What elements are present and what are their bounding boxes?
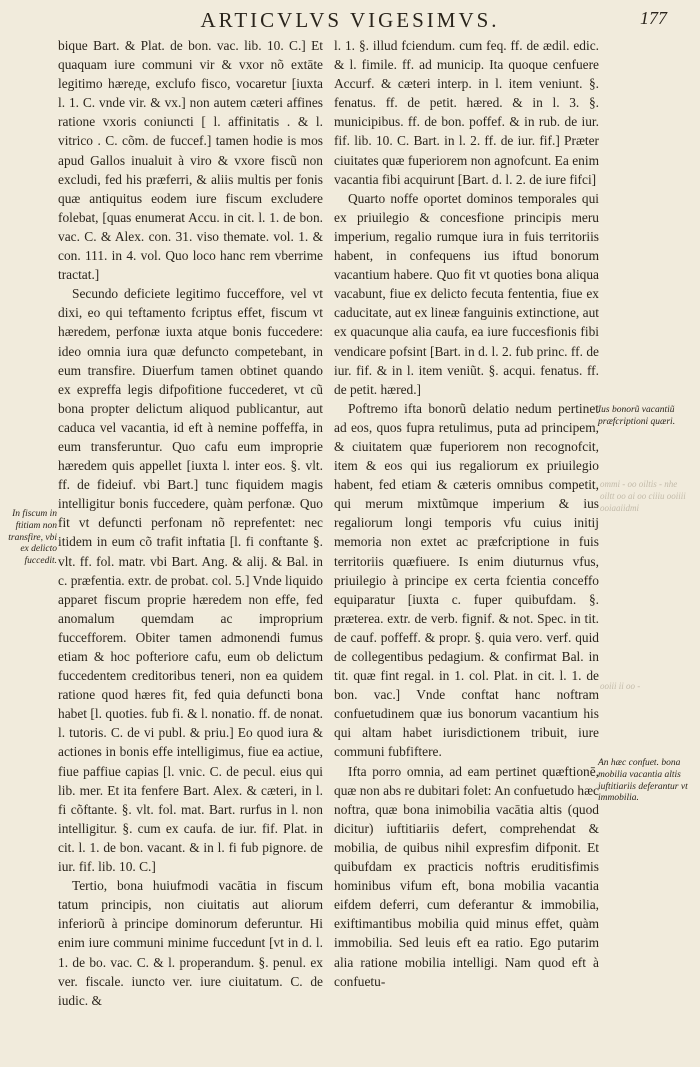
bleed-through-text: ommi - oo oiltis - nhe oiltt oo ai oo ciiiu ooiiii ooiaaiidmi <box>600 479 686 513</box>
paragraph: Tertio, bona huiufmodi vacātia in fiscum tatum principis, non ciuitatis aut aliorum inferiorũ à principe dominorum deferuntur. Hi enim iure communi minime fuccedunt [vt in d. l. 1. de bo. vac. C. & l. properandum. §. penul. ex ver. fiscale. iuncto ver. iure ciuitatum. C. de iudic. & <box>58 878 323 1008</box>
paragraph: l. 1. §. illud fciendum. cum feq. ff. de ædil. edic. & l. fimile. ff. ad municip. Ita quoque cenfuere Accurf. & cæteri interp. in l. item veniunt. §. fenatus. ff. de petit. hæred. & in l. 3. §. municipibus. ff. de bon. poffef. & in rub. de iur. fif. lib. 10. C. Bart. in l. 2. ff. de iur. fif.] Præter ciuitates quæ fuperiorem non agnofcunt. Ea enim vacantia fibi acquirunt [Bart. d. l. 2. de iure fifci] <box>334 38 599 187</box>
paragraph: Poftremo ifta bonorũ delatio nedum pertinet ad eos, quos fupra retulimus, puta ad principem, & ciuitatem quæ fuperiorem non recognofcit, item & eos qui ius regaliorum ex priuilegio habent, fed etiam & cæteris omnibus competit, qui merum mixtũmque imperium & ius regaliorum longi temporis vfu cuius initij memoria non extet ac præfcriptione in fuis territoriis quæfiuere. Is enim diuturnus vfus, priuilegio à principe ex certa fcientia conceffo equiparatur [iuxta c. fuper quibufdam. §. præterea. extr. de verb. fignif. & not. Spec. in tit. de cauf. poffeff. & propr. §. quia vero. verf. quid de collegentibus pedagium. & confirmat Bal. in tit. quæ fint regal. in 1. col. Plat. in cit. l. 1. de bon. vac.] Vnde conftat hanc noftram confuetudinem quæ ius bonorum vacantium his qui altam habet iurisdictionem tribuit, iure communi fubfiftere. <box>334 400 599 760</box>
paragraph: Secundo deficiete legitimo fucceffore, vel vt dixi, eo qui teftamento fcriptus effet, fiscum vt hæredem, perfonæ iuxta atque bonis fuccedere: ideo omnia iura quæ defuncto competebant, in eum transfire. Diuerfum tamen obtinet quando ex expreffa legis difpofitione fuccederet, vt cũ bona propter delictum aliquod publicantur, aut caduca vel vacantia, id eft à nemine poffeffa, in eum transferuntur. Quo cafu eum improprie hæredem quis appellet [iuxta l. inter eos. §. vlt. ff. de fideiuf. vbi Bart.] tunc fiquidem magis intelligitur bonis fuccedere, quàm perfonæ. Quo fit vt defuncti perfonam nõ reprefentet: nec itidem in eum cõ trafit inftatia [l. fi conftante §. vlt. ff. fol. matr. vbi Bart. Ang. & alij. & Bal. in c. præfentia. extr. de probat. col. 5.] Vnde liquido apparet fiscum proprie hæredem non effe, fed anomalum quemdam ac improprium fuccefforem. Obiter tamen admonendi fumus etiam & hoc pofteriore cafu, eum ob delictum fuccedentem creditoribus teneri, non ea quidem ratione quod hæres fit, fed quia defuncti bona habet [l. quoties. fub fi. & l. nonatio. ff. de nonat. l. tutoris. C. de vi publ. & priu.] Eo quod iura & actiones in bonis effe intelligimus, fiue ea actiue, fiue paffiue capias [l. vnic. C. de pecul. eius qui lib. mer. Et ita fenfere Bart. Alex. & cæteri, in l. fi cõftante. §. vlt. fol. mat. Bart. rurfus in l. non intelligitur. §. cum ex caufa. de iur. fif. Plat. in cit. l. 1. de bon. vacant. & in l. fi fub pignore. de iur. fif. lib. 10. C.] <box>58 286 323 875</box>
paragraph: bique Bart. & Plat. de bon. vac. lib. 10. C.] Et quaquam iure communi vir & vxor nõ extāte legitimo hæreде, exclufo fisco, vocaretur [iuxta l. 1. C. vnde vir. & vx.] non autem cæteri affines ratione vxoris coniuncti [ l. affinitatis . & l. vitrico . C. cõm. de fuccef.] tamen hodie is mos apud Gallos inualuit à viro & vxore fiscũ non excludi, fed his præferri, & aliis multis per fonis quæ antiquitus eodem iure fiscum excludere folebat, [quas enumerat Accu. in cit. l. 1. de bon. vac. C. & Alex. con. 31. viso themate. vol. 1. & con. 111. in 4. vol. Quo loco hanc rem vberrime tractat.] <box>58 38 323 283</box>
running-head: ARTICVLVS VIGESIMVS. <box>200 8 500 32</box>
bleed-through-text: ooiii ii oo - <box>600 681 641 691</box>
margin-note-right-2: An hæc confuet. bona mobilia vacantia altis iuftitiariis deferantur vt immobilia. <box>598 758 688 804</box>
margin-note-left: In fiscum in ftitiam non transfire, vbi ex delicto fuccedit. <box>8 509 57 567</box>
right-text-column <box>334 36 599 991</box>
paragraph: Quarto noffe oportet dominos temporales qui ex priuilegio & concesfione principis meru imperium, regalio rumque iura in fuis territoriis habent, in confequens ius iftud bonorum vacantium habere. Quo fit vt quoties bona aliqua vacabunt, fiue ex delicto fecuta fententia, fiue ex caducitate, aut ex lineæ fanguinis extinctione, aut ex quacunque alia caufa, ea iure fuccesfionis fibi vendicare pofsint [Bart. in d. l. 2. fub princ. ff. de iur. fif. & in l. item veniũt. §. acqui. fenatus. ff. de petit. hæred.] <box>334 190 599 397</box>
paragraph: Ifta porro omnia, ad eam pertinet quæftionē, quæ non abs re dubitari folet: An confuetudo hæc noftra, quæ bona inimobilia vacātia altis (quod dicitur) iuftitiariis defert, comprehendat & mobilia, de quibus nihil expresfim difponit. Et quibufdam ex practicis noftris eruditisfimis hominibus vifum eft, bona mobilia vacantia eifdem deferri, cum deferantur & immobilia, exiftimantibus mobilia quid minus effet, quàm immobilia. Sed leuis eft ea ratio. Ego putarim alia ratione mobilia intelligi. Nam quod eft à confuetu- <box>334 763 599 989</box>
margin-note-right-1: Ius bonorũ vacantiũ præfcriptioni quæri. <box>598 405 676 427</box>
left-text-column <box>58 36 323 1010</box>
page-number: 177 <box>640 8 667 28</box>
